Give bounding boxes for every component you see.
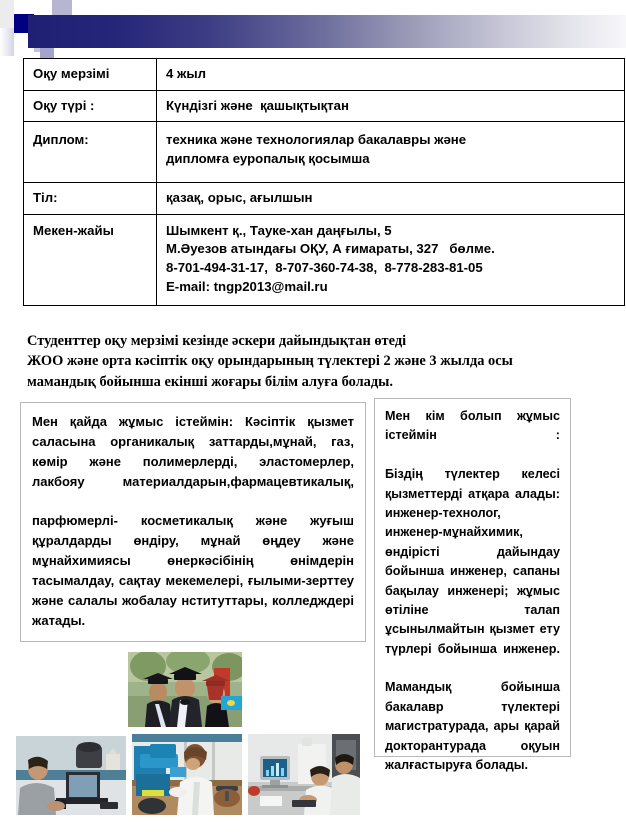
row-value (157, 90, 625, 122)
row-value (157, 59, 625, 91)
table-row (24, 90, 625, 122)
left-box-paragraph-2: парфюмерлі- косметикалық және жуғыш құралдарды өндіру, мұнай өңдеу және мұнайхимиясы өнеркәсібінің өнімдерін тасымалдау, сақтау мекемелері, ғылыми-зерттеу және салалы жобалау нституттары, колледждері жатады. (32, 513, 354, 628)
value-line: Күндізгі және қашықтықтан (166, 97, 349, 113)
table-row (24, 214, 625, 305)
row-value (157, 122, 625, 182)
table-row (24, 182, 625, 214)
lab-computer-workstation-photo (16, 736, 126, 815)
note-line: Студенттер оқу мерзімі кезінде әскери дайындықтан өтеді (27, 333, 407, 349)
value-line: техника және технологиялар бакалавры және (166, 132, 467, 148)
deco-square-light-a (0, 0, 14, 28)
note-line: ЖОО және орта кәсіптік оқу орындарының түлектері 2 және 3 жылда осы (27, 353, 513, 370)
header-gradient-bar (28, 15, 626, 48)
right-box-heading: Мен кім болып жұмыс істеймін : (385, 409, 560, 443)
email-line: E-mail: tngp2013@mail.ru (166, 278, 328, 294)
value-line: қазақ, орыс, ағылшын (166, 189, 313, 205)
deco-square-accent-upper (52, 0, 72, 15)
row-value (157, 182, 625, 214)
value-line: 4 жыл (166, 66, 206, 81)
value-line: дипломға еуропалық қосымша (166, 151, 370, 167)
table-row (24, 59, 625, 91)
table-row (24, 122, 625, 182)
lab-monitoring-computer-photo (248, 734, 360, 815)
row-value (157, 214, 625, 305)
header-decoration (0, 0, 626, 56)
row-label: Оқу мерзімі (24, 59, 157, 91)
row-label: Тіл: (24, 182, 157, 214)
row-label: Мекен-жайы (24, 214, 157, 305)
who-will-i-work-as-box (374, 398, 571, 773)
program-info-table (23, 58, 625, 306)
right-box-paragraph-1: Біздің түлектер келесі қызметтерді атқара алады: инженер-технолог, инженер-мұнайхимик, өндірісті дайындау бойынша инженер, сапаны бақылау инженері; жұмыс өтіліне талап ұсынылмайтын қызмет ету түрлері бойынша инженер. (385, 467, 560, 656)
right-box-paragraph-2: Мамандық бойынша бакалавр түлектері магистратурада, ары қарай докторантурада оқуын жалғастыруға болады. (385, 680, 560, 773)
deco-square-light-b (0, 28, 14, 56)
military-training-note (27, 331, 605, 392)
note-line: мамандық бойынша екінші жоғары білім алуға болады. (27, 373, 393, 390)
value-line: Шымкент қ., Тауке-хан даңғылы, 5 (166, 222, 392, 238)
left-box-paragraph-1: Мен қайда жұмыс істеймін: Кәсіптік қызмет саласына органикалық заттарды,мұнай, газ, көмір және полимерлерді, эластомерлер, лакбояу материалдарын,фармацевтикалық, (32, 414, 354, 489)
laboratory-equipment-photo (132, 734, 242, 815)
row-label: Оқу түрі : (24, 90, 157, 122)
deco-square-mid-c (34, 0, 52, 15)
where-will-i-work-box (20, 402, 366, 642)
row-label: Диплом: (24, 122, 157, 182)
value-line: 8-701-494-31-17, 8-707-360-74-38, 8-778-283-81-05 (166, 260, 483, 276)
value-line: М.Әуезов атындағы ОҚУ, А ғимараты, 327 бөлме. (166, 241, 495, 257)
graduation-students-photo (128, 652, 242, 727)
